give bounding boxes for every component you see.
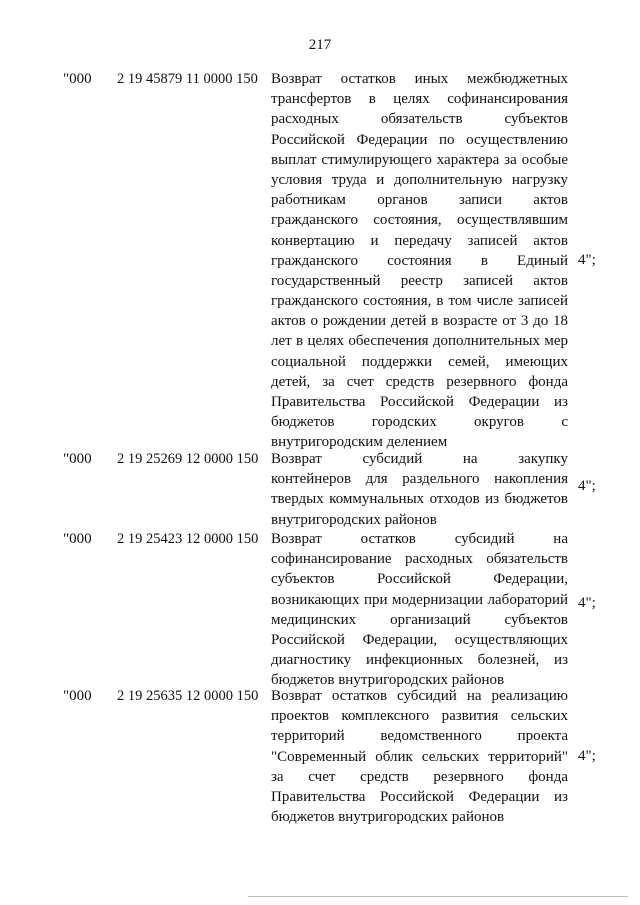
description-line: Российской Федерации по осуществлению [271,131,568,148]
description-line: Правительства Российской Федерации из [271,394,568,410]
description-line: выплат стимулирующего характера за особые [271,151,568,168]
description-line: работникам органов записи актов [271,192,568,209]
description-line: за счет средств резервного фонда [271,768,568,785]
description-line: Возврат остатков иных межбюджетных [271,71,568,87]
description-line: бюджетов внутригородских районов [271,672,505,689]
entry-description [271,686,568,827]
code-suffix: 4"; [578,595,596,611]
code-prefix: "000 [63,531,92,547]
description-line: твердых коммунальных отходов из бюджетов [271,491,568,508]
description-line: внутригородских районов [271,511,437,528]
code-suffix: 4"; [578,748,596,764]
description-line: гражданского состояния, осуществлявшим [271,212,568,229]
code-suffix: 4"; [578,252,596,268]
scan-edge-line [248,896,628,897]
description-line: государственный реестр записей актов [271,272,568,289]
code-prefix: "000 [63,688,92,704]
entry-description [271,69,568,453]
code-suffix: 4"; [578,478,596,494]
description-line: софинансирование расходных обязательств [271,551,568,568]
entry-description [271,529,568,691]
description-line: детей, за счет средств резервного фонда [271,373,568,390]
description-line: внутригородским делением [271,434,448,451]
description-line: субъектов Российской Федерации, [271,571,568,588]
description-line: территорий ведомственного проекта [271,728,568,745]
description-line: актов о рождении детей в возрасте от 3 до 18 [271,313,568,330]
description-line: условия труда и дополнительную нагрузку [271,171,568,188]
description-line: Правительства Российской Федерации из [271,788,568,805]
description-line: трансфертов в целях софинансирования [271,91,568,108]
description-line: социальной поддержки семей, имеющих [271,353,568,370]
budget-code: 2 19 25269 12 0000 150 [117,451,259,467]
description-line: "Современный облик сельских территорий" [271,748,568,765]
description-line: лет в целях обеспечения дополнительных мер [271,333,568,350]
description-line: бюджетов городских округов с [271,414,568,431]
budget-code: 2 19 45879 11 0000 150 [117,71,258,87]
description-line: возникающих при модернизации лабораторий [271,591,568,608]
page-number: 217 [308,37,332,53]
description-line: Возврат остатков субсидий на [271,531,568,547]
description-line: гражданского состояния, в том числе записей [271,293,568,310]
budget-code: 2 19 25635 12 0000 150 [117,688,259,704]
budget-code: 2 19 25423 12 0000 150 [117,531,259,547]
code-prefix: "000 [63,71,92,87]
description-line: Российской Федерации, осуществляющих [271,631,568,648]
description-line: бюджетов внутригородских районов [271,809,505,826]
description-line: контейнеров для раздельного накопления [271,471,568,488]
description-line: гражданского состояния в Единый [271,252,568,269]
description-line: диагностику инфекционных болезней, из [271,652,568,669]
description-line: Возврат субсидий на закупку [271,451,568,467]
description-line: проектов комплексного развития сельских [271,708,568,725]
description-line: конвертацию и передачу записей актов [271,232,568,249]
description-line: расходных обязательств субъектов [271,111,568,128]
description-line: медицинских организаций субъектов [271,611,568,628]
description-line: Возврат остатков субсидий на реализацию [271,688,568,704]
entry-description [271,449,568,530]
code-prefix: "000 [63,451,92,467]
